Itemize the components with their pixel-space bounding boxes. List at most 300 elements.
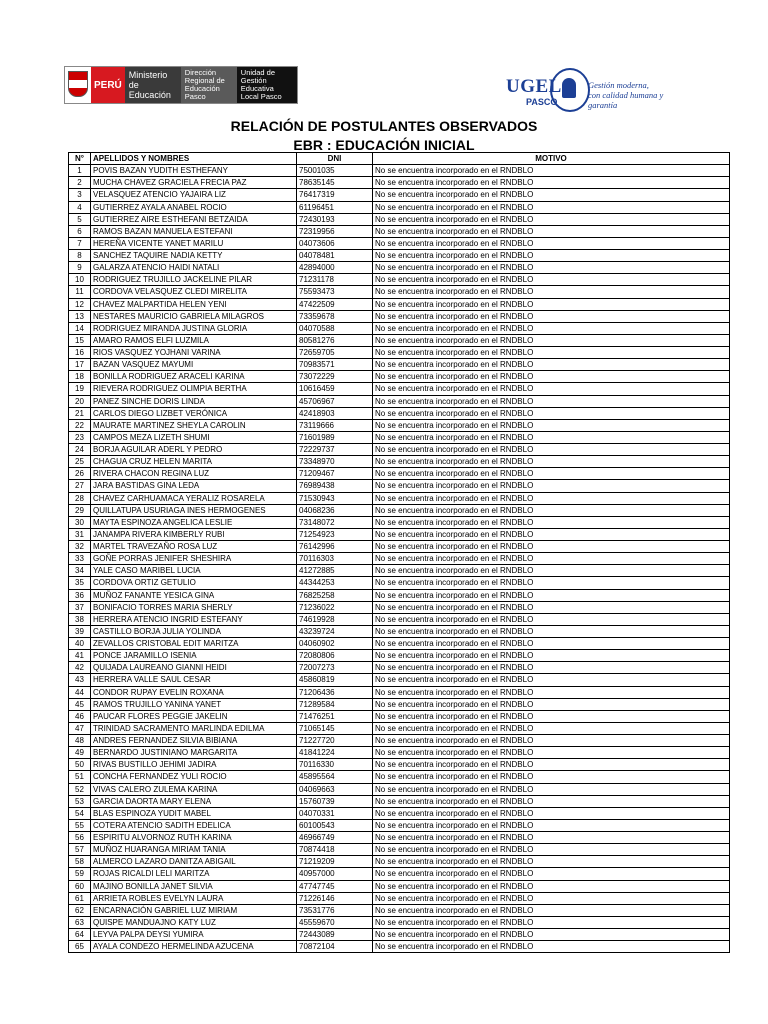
row-name: RAMOS TRUJILLO YANINA YANET	[91, 698, 297, 710]
table-row	[69, 759, 730, 771]
row-motive: No se encuentra incorporado en el RNDBLO	[373, 359, 730, 371]
row-name: VELASQUEZ ATENCIO YAJAIRA LIZ	[91, 189, 297, 201]
row-number: 10	[69, 274, 91, 286]
row-name: RODRIGUEZ MIRANDA JUSTINA GLORIA	[91, 322, 297, 334]
row-number: 34	[69, 565, 91, 577]
row-motive: No se encuentra incorporado en el RNDBLO	[373, 868, 730, 880]
row-motive: No se encuentra incorporado en el RNDBLO	[373, 613, 730, 625]
row-dni: 71065145	[297, 722, 373, 734]
row-number: 17	[69, 359, 91, 371]
row-number: 37	[69, 601, 91, 613]
row-motive: No se encuentra incorporado en el RNDBLO	[373, 383, 730, 395]
table-row	[69, 698, 730, 710]
row-name: RIOS VASQUEZ YOJHANI VARINA	[91, 347, 297, 359]
table-row	[69, 480, 730, 492]
row-motive: No se encuentra incorporado en el RNDBLO	[373, 722, 730, 734]
row-motive: No se encuentra incorporado en el RNDBLO	[373, 710, 730, 722]
row-dni: 42418903	[297, 407, 373, 419]
table-row	[69, 565, 730, 577]
row-motive: No se encuentra incorporado en el RNDBLO	[373, 650, 730, 662]
minedu-logo	[64, 66, 298, 104]
row-motive: No se encuentra incorporado en el RNDBLO	[373, 929, 730, 941]
row-number: 55	[69, 819, 91, 831]
row-number: 54	[69, 807, 91, 819]
row-dni: 73072229	[297, 371, 373, 383]
row-motive: No se encuentra incorporado en el RNDBLO	[373, 189, 730, 201]
row-name: POVIS BAZAN YUDITH ESTHEFANY	[91, 165, 297, 177]
row-name: QUILLATUPA USURIAGA INES HERMOGENES	[91, 504, 297, 516]
row-dni: 76142996	[297, 541, 373, 553]
row-name: PAUCAR FLORES PEGGIE JAKELIN	[91, 710, 297, 722]
row-number: 1	[69, 165, 91, 177]
row-dni: 45559670	[297, 916, 373, 928]
row-number: 3	[69, 189, 91, 201]
row-number: 49	[69, 747, 91, 759]
row-motive: No se encuentra incorporado en el RNDBLO	[373, 237, 730, 249]
table-row	[69, 225, 730, 237]
row-dni: 72007273	[297, 662, 373, 674]
row-dni: 45706967	[297, 395, 373, 407]
row-name: RIEVERA RODRIGUEZ OLIMPIA BERTHA	[91, 383, 297, 395]
row-motive: No se encuentra incorporado en el RNDBLO	[373, 431, 730, 443]
row-dni: 04060902	[297, 638, 373, 650]
row-number: 52	[69, 783, 91, 795]
row-name: MUCHA CHAVEZ GRACIELA FRECIA PAZ	[91, 177, 297, 189]
row-dni: 04073606	[297, 237, 373, 249]
row-name: RAMOS BAZAN MANUELA ESTEFANI	[91, 225, 297, 237]
row-motive: No se encuentra incorporado en el RNDBLO	[373, 892, 730, 904]
row-dni: 04069663	[297, 783, 373, 795]
table-row	[69, 613, 730, 625]
table-row	[69, 625, 730, 637]
row-number: 13	[69, 310, 91, 322]
row-dni: 70874418	[297, 844, 373, 856]
table-row	[69, 577, 730, 589]
table-row	[69, 201, 730, 213]
row-dni: 70116330	[297, 759, 373, 771]
row-dni: 04070331	[297, 807, 373, 819]
row-name: AYALA CONDEZO HERMELINDA AZUCENA	[91, 941, 297, 953]
col-header-number: N°	[69, 153, 91, 165]
row-dni: 47422509	[297, 298, 373, 310]
table-row	[69, 177, 730, 189]
row-number: 39	[69, 625, 91, 637]
row-number: 58	[69, 856, 91, 868]
row-name: CASTILLO BORJA JULIA YOLINDA	[91, 625, 297, 637]
row-number: 53	[69, 795, 91, 807]
table-row	[69, 674, 730, 686]
row-motive: No se encuentra incorporado en el RNDBLO	[373, 407, 730, 419]
table-row	[69, 880, 730, 892]
row-name: RIVAS BUSTILLO JEHIMI JADIRA	[91, 759, 297, 771]
table-row	[69, 832, 730, 844]
row-number: 42	[69, 662, 91, 674]
table-row	[69, 213, 730, 225]
row-motive: No se encuentra incorporado en el RNDBLO	[373, 516, 730, 528]
row-dni: 41272885	[297, 565, 373, 577]
row-name: GALARZA ATENCIO HAIDI NATALI	[91, 262, 297, 274]
col-header-motive: MOTIVO	[373, 153, 730, 165]
row-name: NESTARES MAURICIO GABRIELA MILAGROS	[91, 310, 297, 322]
row-number: 19	[69, 383, 91, 395]
table-row	[69, 262, 730, 274]
table-row	[69, 504, 730, 516]
row-motive: No se encuentra incorporado en el RNDBLO	[373, 334, 730, 346]
row-number: 62	[69, 904, 91, 916]
row-dni: 41841224	[297, 747, 373, 759]
row-name: MARTEL TRAVEZAÑO ROSA LUZ	[91, 541, 297, 553]
row-dni: 45895564	[297, 771, 373, 783]
row-name: AMARO RAMOS ELFI LUZMILA	[91, 334, 297, 346]
table-row	[69, 904, 730, 916]
row-motive: No se encuentra incorporado en el RNDBLO	[373, 698, 730, 710]
table-row	[69, 941, 730, 953]
table-row	[69, 492, 730, 504]
row-dni: 73348970	[297, 456, 373, 468]
row-motive: No se encuentra incorporado en el RNDBLO	[373, 553, 730, 565]
row-name: JARA BASTIDAS GINA LEDA	[91, 480, 297, 492]
row-name: ENCARNACIÓN GABRIEL LUZ MIRIAM	[91, 904, 297, 916]
table-row	[69, 516, 730, 528]
row-dni: 71209467	[297, 468, 373, 480]
row-number: 31	[69, 528, 91, 540]
row-motive: No se encuentra incorporado en el RNDBLO	[373, 225, 730, 237]
row-dni: 73148072	[297, 516, 373, 528]
row-name: HERRERA ATENCIO INGRID ESTEFANY	[91, 613, 297, 625]
row-name: CONCHA FERNANDEZ YULI ROCIO	[91, 771, 297, 783]
row-dni: 72659705	[297, 347, 373, 359]
row-name: BONILLA RODRIGUEZ ARACELI KARINA	[91, 371, 297, 383]
table-body	[69, 165, 730, 953]
row-number: 15	[69, 334, 91, 346]
table-row	[69, 189, 730, 201]
row-name: CHAGUA CRUZ HELEN MARITA	[91, 456, 297, 468]
row-dni: 72319956	[297, 225, 373, 237]
row-dni: 78635145	[297, 177, 373, 189]
row-name: QUIJADA LAUREANO GIANNI HEIDI	[91, 662, 297, 674]
row-dni: 74619928	[297, 613, 373, 625]
row-name: BONIFACIO TORRES MARIA SHERLY	[91, 601, 297, 613]
row-dni: 40957000	[297, 868, 373, 880]
row-name: MUÑOZ FANANTE YESICA GINA	[91, 589, 297, 601]
row-number: 4	[69, 201, 91, 213]
row-name: CORDOVA VELASQUEZ CLEDI MIRELITA	[91, 286, 297, 298]
row-motive: No se encuentra incorporado en el RNDBLO	[373, 504, 730, 516]
row-dni: 72229737	[297, 444, 373, 456]
row-number: 25	[69, 456, 91, 468]
row-motive: No se encuentra incorporado en el RNDBLO	[373, 625, 730, 637]
row-dni: 70983571	[297, 359, 373, 371]
row-dni: 04078481	[297, 250, 373, 262]
row-name: TRINIDAD SACRAMENTO MARLINDA EDILMA	[91, 722, 297, 734]
row-number: 6	[69, 225, 91, 237]
row-name: PANEZ SINCHE DORIS LINDA	[91, 395, 297, 407]
row-motive: No se encuentra incorporado en el RNDBLO	[373, 747, 730, 759]
row-motive: No se encuentra incorporado en el RNDBLO	[373, 832, 730, 844]
row-number: 7	[69, 237, 91, 249]
row-motive: No se encuentra incorporado en el RNDBLO	[373, 795, 730, 807]
row-name: CARLOS DIEGO LIZBET VERÓNICA	[91, 407, 297, 419]
row-number: 16	[69, 347, 91, 359]
row-dni: 47747745	[297, 880, 373, 892]
row-dni: 71289584	[297, 698, 373, 710]
table-row	[69, 383, 730, 395]
table-row	[69, 165, 730, 177]
row-motive: No se encuentra incorporado en el RNDBLO	[373, 807, 730, 819]
row-dni: 72430193	[297, 213, 373, 225]
row-motive: No se encuentra incorporado en el RNDBLO	[373, 735, 730, 747]
row-number: 8	[69, 250, 91, 262]
row-name: BERNARDO JUSTINIANO MARGARITA	[91, 747, 297, 759]
row-dni: 46966749	[297, 832, 373, 844]
row-motive: No se encuentra incorporado en el RNDBLO	[373, 201, 730, 213]
table-row	[69, 541, 730, 553]
table-row	[69, 310, 730, 322]
row-dni: 10616459	[297, 383, 373, 395]
row-motive: No se encuentra incorporado en el RNDBLO	[373, 274, 730, 286]
row-dni: 73119666	[297, 419, 373, 431]
row-name: CHAVEZ CARHUAMACA YERALIZ ROSARELA	[91, 492, 297, 504]
row-number: 41	[69, 650, 91, 662]
table-row	[69, 601, 730, 613]
row-dni: 70116303	[297, 553, 373, 565]
row-name: ANDRES FERNANDEZ SILVIA BIBIANA	[91, 735, 297, 747]
row-dni: 71254923	[297, 528, 373, 540]
row-name: HERRERA VALLE SAUL CESAR	[91, 674, 297, 686]
row-number: 46	[69, 710, 91, 722]
row-motive: No se encuentra incorporado en el RNDBLO	[373, 480, 730, 492]
peru-label: PERÚ	[91, 67, 125, 103]
row-name: YALE CASO MARIBEL LUCIA	[91, 565, 297, 577]
row-motive: No se encuentra incorporado en el RNDBLO	[373, 638, 730, 650]
page-subtitle: EBR : EDUCACIÓN INICIAL	[293, 137, 475, 153]
table-row	[69, 710, 730, 722]
row-dni: 44344253	[297, 577, 373, 589]
table-row	[69, 444, 730, 456]
row-motive: No se encuentra incorporado en el RNDBLO	[373, 395, 730, 407]
row-dni: 42894000	[297, 262, 373, 274]
table-row	[69, 334, 730, 346]
row-number: 63	[69, 916, 91, 928]
row-name: BORJA AGUILAR ADERL Y PEDRO	[91, 444, 297, 456]
row-name: GUTIERREZ AIRE ESTHEFANI BETZAIDA	[91, 213, 297, 225]
row-number: 23	[69, 431, 91, 443]
row-name: JANAMPA RIVERA KIMBERLY RUBI	[91, 528, 297, 540]
table-row	[69, 322, 730, 334]
row-motive: No se encuentra incorporado en el RNDBLO	[373, 844, 730, 856]
ugel-label: UGEL	[506, 76, 562, 97]
row-dni: 61196451	[297, 201, 373, 213]
row-name: ARRIETA ROBLES EVELYN LAURA	[91, 892, 297, 904]
table-row	[69, 807, 730, 819]
row-name: ZEVALLOS CRISTOBAL EDIT MARITZA	[91, 638, 297, 650]
table-header-row	[69, 153, 730, 165]
row-number: 12	[69, 298, 91, 310]
row-dni: 15760739	[297, 795, 373, 807]
row-number: 32	[69, 541, 91, 553]
row-number: 51	[69, 771, 91, 783]
table-row	[69, 395, 730, 407]
row-number: 30	[69, 516, 91, 528]
row-motive: No se encuentra incorporado en el RNDBLO	[373, 250, 730, 262]
row-name: CORDOVA ORTIZ GETULIO	[91, 577, 297, 589]
row-motive: No se encuentra incorporado en el RNDBLO	[373, 444, 730, 456]
row-number: 61	[69, 892, 91, 904]
row-number: 2	[69, 177, 91, 189]
row-number: 45	[69, 698, 91, 710]
row-dni: 60100543	[297, 819, 373, 831]
row-motive: No se encuentra incorporado en el RNDBLO	[373, 456, 730, 468]
table-row	[69, 589, 730, 601]
row-dni: 72080806	[297, 650, 373, 662]
table-row	[69, 650, 730, 662]
row-motive: No se encuentra incorporado en el RNDBLO	[373, 213, 730, 225]
table-row	[69, 468, 730, 480]
row-number: 59	[69, 868, 91, 880]
row-dni: 71530943	[297, 492, 373, 504]
row-motive: No se encuentra incorporado en el RNDBLO	[373, 589, 730, 601]
row-motive: No se encuentra incorporado en el RNDBLO	[373, 492, 730, 504]
row-motive: No se encuentra incorporado en el RNDBLO	[373, 177, 730, 189]
row-name: GOÑE PORRAS JENIFER SHESHIRA	[91, 553, 297, 565]
row-dni: 43239724	[297, 625, 373, 637]
col-header-dni: DNI	[297, 153, 373, 165]
table-row	[69, 916, 730, 928]
row-motive: No se encuentra incorporado en el RNDBLO	[373, 941, 730, 953]
table-row	[69, 819, 730, 831]
row-number: 64	[69, 929, 91, 941]
row-motive: No se encuentra incorporado en el RNDBLO	[373, 541, 730, 553]
page-title: RELACIÓN DE POSTULANTES OBSERVADOS	[230, 118, 538, 134]
row-dni: 71219209	[297, 856, 373, 868]
row-dni: 73531776	[297, 904, 373, 916]
row-motive: No se encuentra incorporado en el RNDBLO	[373, 528, 730, 540]
row-number: 14	[69, 322, 91, 334]
row-motive: No se encuentra incorporado en el RNDBLO	[373, 165, 730, 177]
table-row	[69, 868, 730, 880]
table-row	[69, 431, 730, 443]
row-name: RODRIGUEZ TRUJILLO JACKELINE PILAR	[91, 274, 297, 286]
row-motive: No se encuentra incorporado en el RNDBLO	[373, 347, 730, 359]
table-row	[69, 747, 730, 759]
row-motive: No se encuentra incorporado en el RNDBLO	[373, 771, 730, 783]
row-motive: No se encuentra incorporado en el RNDBLO	[373, 674, 730, 686]
table-row	[69, 856, 730, 868]
row-dni: 70872104	[297, 941, 373, 953]
row-motive: No se encuentra incorporado en el RNDBLO	[373, 565, 730, 577]
table-row	[69, 783, 730, 795]
table-row	[69, 419, 730, 431]
row-number: 56	[69, 832, 91, 844]
row-number: 60	[69, 880, 91, 892]
row-name: MAYTA ESPINOZA ANGELICA LESLIE	[91, 516, 297, 528]
pasco-label: PASCO	[526, 97, 558, 107]
row-number: 28	[69, 492, 91, 504]
row-name: CHAVEZ MALPARTIDA HELEN YENI	[91, 298, 297, 310]
row-motive: No se encuentra incorporado en el RNDBLO	[373, 468, 730, 480]
row-name: PONCE JARAMILLO ISENIA	[91, 650, 297, 662]
row-dni: 71231178	[297, 274, 373, 286]
row-name: RIVERA CHACON REGINA LUZ	[91, 468, 297, 480]
row-dni: 71226146	[297, 892, 373, 904]
table-row	[69, 347, 730, 359]
row-dni: 71227720	[297, 735, 373, 747]
row-name: SANCHEZ TAQUIRE NADIA KETTY	[91, 250, 297, 262]
table-row	[69, 929, 730, 941]
row-motive: No se encuentra incorporado en el RNDBLO	[373, 686, 730, 698]
row-motive: No se encuentra incorporado en el RNDBLO	[373, 310, 730, 322]
table-row	[69, 686, 730, 698]
row-motive: No se encuentra incorporado en el RNDBLO	[373, 371, 730, 383]
row-number: 26	[69, 468, 91, 480]
row-name: CAMPOS MEZA LIZETH SHUMI	[91, 431, 297, 443]
row-dni: 04068236	[297, 504, 373, 516]
row-number: 35	[69, 577, 91, 589]
table-row	[69, 528, 730, 540]
table-row	[69, 638, 730, 650]
row-dni: 71236022	[297, 601, 373, 613]
row-motive: No se encuentra incorporado en el RNDBLO	[373, 759, 730, 771]
row-name: HEREÑA VICENTE YANET MARILU	[91, 237, 297, 249]
row-name: ROJAS RICALDI LELI MARITZA	[91, 868, 297, 880]
row-number: 20	[69, 395, 91, 407]
table-row	[69, 298, 730, 310]
table-row	[69, 795, 730, 807]
row-motive: No se encuentra incorporado en el RNDBLO	[373, 322, 730, 334]
table-row	[69, 250, 730, 262]
row-motive: No se encuentra incorporado en el RNDBLO	[373, 601, 730, 613]
row-dni: 75001035	[297, 165, 373, 177]
row-dni: 71601989	[297, 431, 373, 443]
table-row	[69, 407, 730, 419]
table-row	[69, 892, 730, 904]
row-motive: No se encuentra incorporado en el RNDBLO	[373, 419, 730, 431]
ministry-label: Ministerio de Educación	[125, 67, 181, 103]
row-name: COTERA ATENCIO SADITH EDELICA	[91, 819, 297, 831]
col-header-name: APELLIDOS Y NOMBRES	[91, 153, 297, 165]
row-dni: 73359678	[297, 310, 373, 322]
row-name: ALMERCO LAZARO DANITZA ABIGAIL	[91, 856, 297, 868]
table-row	[69, 371, 730, 383]
row-motive: No se encuentra incorporado en el RNDBLO	[373, 904, 730, 916]
row-dni: 76989438	[297, 480, 373, 492]
row-number: 9	[69, 262, 91, 274]
row-number: 33	[69, 553, 91, 565]
row-number: 40	[69, 638, 91, 650]
table-row	[69, 359, 730, 371]
row-name: QUISPE MANDUAJNO KATY LUZ	[91, 916, 297, 928]
table-row	[69, 286, 730, 298]
row-number: 29	[69, 504, 91, 516]
row-dni: 76417319	[297, 189, 373, 201]
row-number: 21	[69, 407, 91, 419]
row-number: 24	[69, 444, 91, 456]
table-row	[69, 274, 730, 286]
row-motive: No se encuentra incorporado en el RNDBLO	[373, 298, 730, 310]
table-row	[69, 722, 730, 734]
row-motive: No se encuentra incorporado en el RNDBLO	[373, 262, 730, 274]
row-dni: 71476251	[297, 710, 373, 722]
unit-label: Unidad de Gestión Educativa Local Pasco	[237, 67, 297, 103]
table-row	[69, 771, 730, 783]
row-number: 18	[69, 371, 91, 383]
row-number: 57	[69, 844, 91, 856]
row-number: 65	[69, 941, 91, 953]
row-dni: 76825258	[297, 589, 373, 601]
row-dni: 72443089	[297, 929, 373, 941]
row-dni: 80581276	[297, 334, 373, 346]
table-row	[69, 237, 730, 249]
